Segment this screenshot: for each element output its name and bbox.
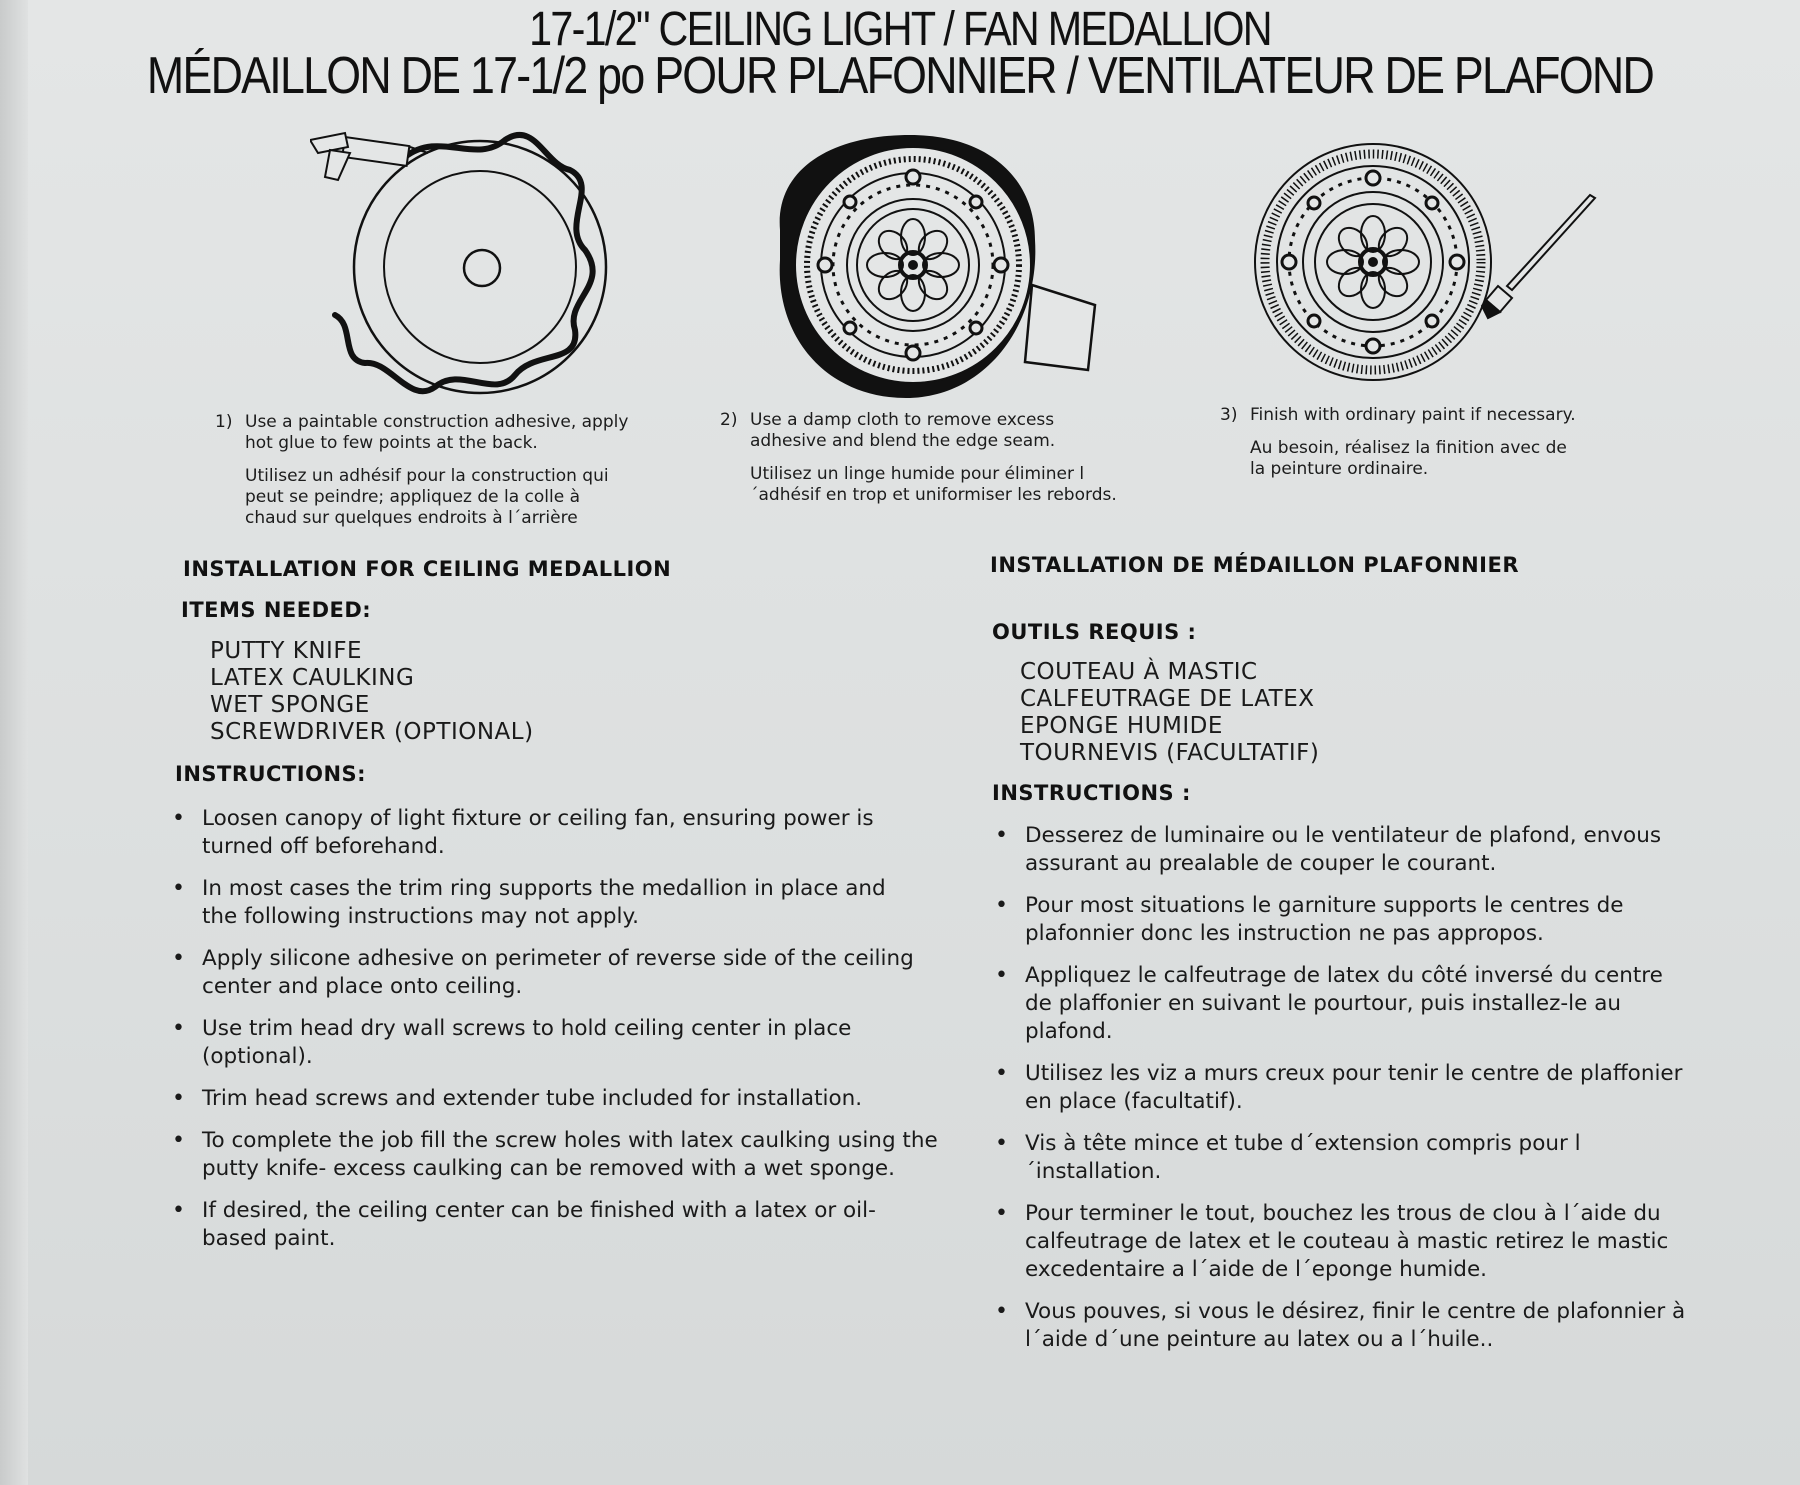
french-section-heading: INSTALLATION DE MÉDAILLON PLAFONNIER <box>990 553 1520 577</box>
french-instructions-list <box>995 822 1695 1354</box>
bullet-icon: • <box>172 946 185 971</box>
english-instructions-heading: INSTRUCTIONS: <box>175 762 367 786</box>
list-item <box>172 805 922 861</box>
instruction-text: To complete the job fill the screw holes with latex caulking using the putty knife- excess caulking can be removed with a wet sponge. <box>202 1128 938 1181</box>
title-french: MÉDAILLON DE 17-1/2 po POUR PLAFONNIER / VENTILATEUR DE PLAFOND <box>146 47 1654 105</box>
instruction-text: In most cases the trim ring supports the medallion in place and the following instructions may not apply. <box>202 876 886 929</box>
list-item <box>995 1298 1695 1354</box>
step-2-number: 2) <box>720 410 738 430</box>
caulk-gun-medallion-icon <box>310 125 620 405</box>
bullet-icon: • <box>995 1201 1008 1226</box>
list-item <box>995 1130 1695 1186</box>
list-item: SCREWDRIVER (OPTIONAL) <box>210 719 534 745</box>
step-3-number: 3) <box>1220 405 1238 425</box>
instruction-text: Trim head screws and extender tube included for installation. <box>202 1086 863 1111</box>
list-item: LATEX CAULKING <box>210 665 415 691</box>
english-section-heading: INSTALLATION FOR CEILING MEDALLION <box>183 557 672 581</box>
step-2-text-fr: Utilisez un linge humide pour éliminer l´adhésif en trop et uniformiser les rebords. <box>750 464 1117 505</box>
bullet-icon: • <box>172 1198 185 1223</box>
bullet-icon: • <box>172 1086 185 1111</box>
english-items-heading: ITEMS NEEDED: <box>181 598 372 622</box>
french-items-heading: OUTILS REQUIS : <box>992 620 1197 644</box>
list-item: WET SPONGE <box>210 692 370 718</box>
bullet-icon: • <box>995 1299 1008 1324</box>
bullet-icon: • <box>172 1016 185 1041</box>
list-item: COUTEAU À MASTIC <box>1020 659 1258 685</box>
instruction-text: Utilisez les viz a murs creux pour tenir le centre de plaffonier en place (facultatif). <box>1025 1061 1683 1114</box>
instruction-text: Desserez de luminaire ou le ventilateur de plafond, envous assurant au prealable de couper le courant. <box>1025 823 1662 876</box>
list-item <box>995 892 1685 948</box>
bullet-icon: • <box>995 893 1008 918</box>
instruction-text: If desired, the ceiling center can be finished with a latex or oil-based paint. <box>202 1198 876 1251</box>
list-item <box>172 1085 952 1113</box>
list-item <box>172 945 942 1001</box>
paintbrush-medallion-icon <box>1250 140 1600 385</box>
step-1-caption <box>215 412 645 529</box>
bullet-icon: • <box>172 876 185 901</box>
bullet-icon: • <box>995 963 1008 988</box>
english-items-list <box>210 638 534 746</box>
list-item <box>995 1200 1695 1284</box>
french-items-list <box>1020 659 1319 767</box>
step-3-text-fr: Au besoin, réalisez la finition avec de la peinture ordinaire. <box>1250 438 1567 479</box>
instruction-text: Appliquez le calfeutrage de latex du côté inversé du centre de plaffonier en suivant le pourtour, puis installez-le au plafond. <box>1025 963 1663 1044</box>
step-3-text-en: Finish with ordinary paint if necessary. <box>1250 405 1576 425</box>
instruction-text: Use trim head dry wall screws to hold ceiling center in place (optional). <box>202 1016 852 1069</box>
bullet-icon: • <box>172 1128 185 1153</box>
list-item <box>172 1127 942 1183</box>
step-1-text-fr: Utilisez un adhésif pour la construction qui peut se peindre; appliquez de la colle à chaud sur quelques endroits à l´arrière <box>245 466 609 528</box>
list-item <box>995 822 1695 878</box>
step-2-text-en: Use a damp cloth to remove excess adhesive and blend the edge seam. <box>750 410 1056 451</box>
list-item <box>172 1015 952 1071</box>
list-item <box>995 1060 1695 1116</box>
step-2-caption <box>720 410 1140 506</box>
french-instructions-heading: INSTRUCTIONS : <box>992 781 1191 805</box>
cloth-wipe-medallion-icon <box>770 130 1120 405</box>
bullet-icon: • <box>172 806 185 831</box>
instruction-text: Vis à tête mince et tube d´extension compris pour l´installation. <box>1025 1131 1581 1184</box>
list-item <box>172 1197 902 1253</box>
instruction-text: Pour terminer le tout, bouchez les trous de clou à l´aide du calfeutrage de latex et le couteau à mastic retirez le mastic excedentaire a l´aide de l´eponge humide. <box>1025 1201 1669 1282</box>
list-item: EPONGE HUMIDE <box>1020 713 1223 739</box>
instruction-text: Pour most situations le garniture supports le centres de plafonnier donc les instruction ne pas appropos. <box>1025 893 1624 946</box>
step-1-number: 1) <box>215 412 233 432</box>
english-instructions-list <box>172 805 952 1253</box>
step-3-caption <box>1220 405 1600 480</box>
instruction-text: Apply silicone adhesive on perimeter of reverse side of the ceiling center and place onto ceiling. <box>202 946 914 999</box>
step-1-text-en: Use a paintable construction adhesive, apply hot glue to few points at the back. <box>245 412 629 453</box>
bullet-icon: • <box>995 1131 1008 1156</box>
instruction-text: Loosen canopy of light fixture or ceiling fan, ensuring power is turned off beforehand. <box>202 806 874 859</box>
list-item <box>172 875 922 931</box>
list-item: PUTTY KNIFE <box>210 638 363 664</box>
title-english: 17-1/2" CEILING LIGHT / FAN MEDALLION <box>529 3 1271 56</box>
instruction-text: Vous pouves, si vous le désirez, finir le centre de plafonnier à l´aide d´une peinture au latex ou a l´huile.. <box>1025 1299 1686 1352</box>
list-item: CALFEUTRAGE DE LATEX <box>1020 686 1315 712</box>
list-item: TOURNEVIS (FACULTATIF) <box>1020 740 1320 766</box>
bullet-icon: • <box>995 823 1008 848</box>
paper-edge <box>0 0 28 1485</box>
list-item <box>995 962 1695 1046</box>
bullet-icon: • <box>995 1061 1008 1086</box>
